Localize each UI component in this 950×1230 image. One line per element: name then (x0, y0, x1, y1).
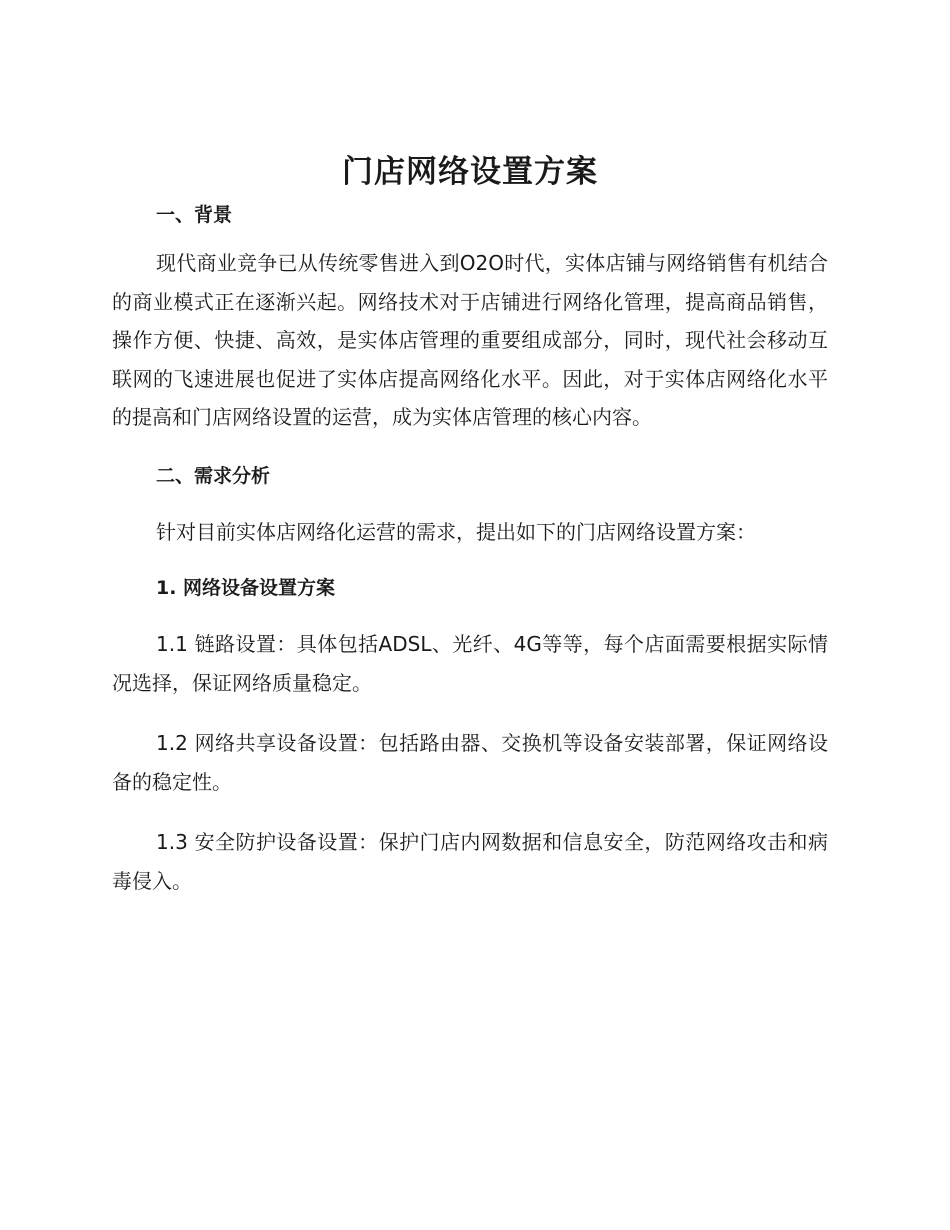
requirements-paragraph: 针对目前实体店网络化运营的需求，提出如下的门店网络设置方案： (156, 519, 756, 544)
document-page (112, 150, 828, 900)
item-security-devices: 1.3 安全防护设备设置：保护门店内网数据和信息安全，防范网络攻击和病毒侵入。 (112, 830, 828, 893)
page-title: 门店网络设置方案 (342, 154, 598, 190)
section-heading-requirements: 二、需求分析 (156, 464, 271, 487)
item-link-setup: 1.1 链路设置：具体包括ADSL、光纤、4G等等，每个店面需要根据实际情况选择，保证网络质量稳定。 (112, 632, 828, 695)
subsection-heading-network-devices: 1. 网络设备设置方案 (156, 577, 336, 599)
background-paragraph: 现代商业竞争已从传统零售进入到O2O时代，实体店铺与网络销售有机结合的商业模式正在逐渐兴起。网络技术对于店铺进行网络化管理，提高商品销售，操作方便、快捷、高效，是实体店管理的重要组成部分，同时，现代社会移动互联网的飞速进展也促进了实体店提高网络化水平。因此，对于实体店网络化水平的提高和门店网络设置的运营，成为实体店管理的核心内容。 (112, 251, 828, 429)
item-sharing-devices: 1.2 网络共享设备设置：包括路由器、交换机等设备安装部署，保证网络设备的稳定性。 (112, 731, 828, 794)
section-heading-background: 一、背景 (156, 204, 233, 226)
